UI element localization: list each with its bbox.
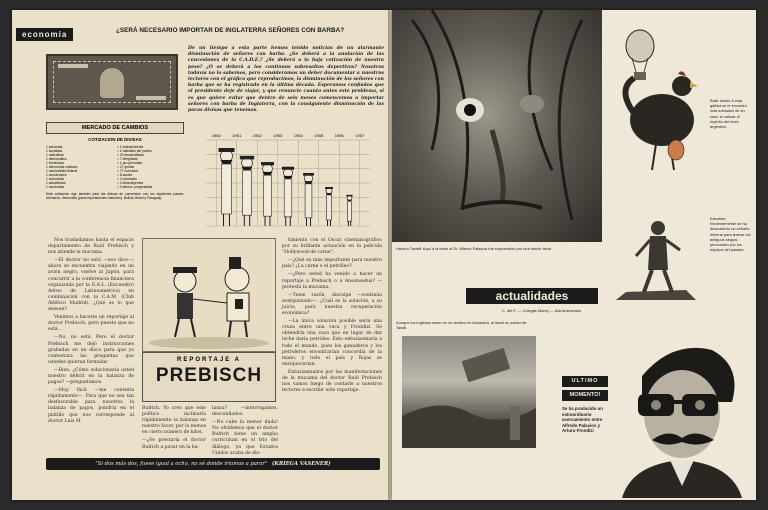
article-paragraph: —No cabe la menor duda! No olvidemos que el doctor Bulrich tiene un amplio currículum en el trío del diálogo, ya que Estados Unidos acaba de dis- xyxy=(212,420,278,456)
bearded-man-figure xyxy=(325,187,333,226)
cambios-footnote: Esta cotización rige también para las divisas de conversión con los siguientes países: Alemania, Venezuela (para importaciones menores), Bolivia, Brasil y Paraguay. xyxy=(46,192,184,201)
chart-year-label: 1955 xyxy=(314,133,324,138)
cambios-row: = 4 colorados xyxy=(117,177,137,181)
landscape-photo-svg xyxy=(402,336,536,448)
reportaje-name: PREBISCH xyxy=(155,365,263,386)
cambios-row: 1 demócrata cristiano xyxy=(46,165,78,169)
chart-year-label: 1953 xyxy=(273,133,283,138)
beard-chart xyxy=(198,130,378,232)
chicken-illustration xyxy=(606,20,706,180)
article-column-1 xyxy=(48,238,134,436)
footer-quote-banner xyxy=(46,458,380,470)
bearded-man-figure xyxy=(219,148,235,226)
face-photo xyxy=(392,10,602,242)
article-paragraph: —No, no está. Pero el doctor Prebisch me dejó instrucciones grabadas en un disco para que yo contestara las preguntas que ustedes quieran formular. xyxy=(48,335,134,365)
cambios-row: 1 frondicista xyxy=(46,161,64,165)
portrait-photo xyxy=(612,336,748,498)
article-paragraph: —La única solución posible sería una cruza entre una vaca y Frondizi. Se obtendría una vaca que en lugar de dar leche daría petróleo. Esto entusiasmaría a todo el mundo, pues los ganaderos y los petroleros encontrarían concordia de la mano, y todo el país y Rojas se enriquecerían. xyxy=(282,319,382,367)
landscape-caption: Aunque los ingleses crean en su destino en Almandra, al lancil no soldar de Tandil. xyxy=(396,320,527,331)
article-paragraph: —Muy fácil —me contesta rápidamente—. Para que no sea tan desfavorable para nosotros la balanza de pagos, pondría en el platillo que nos corresponde al doctor Luis M. xyxy=(48,388,134,424)
article-paragraph: —¿Qué es más importante para nuestro país? ¿La carne o el petróleo? xyxy=(282,258,382,270)
cambios-row: 1 vandorista xyxy=(46,185,64,189)
cambios-row: 1 nacionalista federal xyxy=(46,169,78,173)
article-column-3 xyxy=(142,406,206,452)
ultimo-label: ULTIMO xyxy=(562,376,608,387)
left-page xyxy=(12,10,390,500)
chart-year-label: 1957 xyxy=(355,133,365,138)
landscape-photo xyxy=(402,336,536,448)
article-paragraph: —¿Pero usted ha venido a hacer un reportaje a Prebisch o a Ansonsedus? —protesta la mucama. xyxy=(282,272,382,290)
bearded-man-figure xyxy=(240,156,254,226)
cambios-subtitle: COTIZACION DE DIVISAS xyxy=(88,137,142,142)
headline: ¿SERÁ NECESARIO IMPORTAR DE INGLATERRA SEÑORES CON BARBA? xyxy=(116,27,345,34)
chart-year-label: 1951 xyxy=(232,133,242,138)
actualidades-banner: actualidades xyxy=(466,288,598,304)
intro-paragraph: De un tiempo a esta parte hemos tenido noticias de un alarmante disminución de señores con barba. ¿Se deberá a la anulación de las concesiones de la C.A.D.E.? ¿Se deberá a la baja cotización de nuestra peso? ¿O se deberá a los continuos sobresaltos deportivos? Nosotros todavía no lo sabemos, pero consideramos un deber documentar a nuestros lectores con el gráfico que reproducimos, la disminución de los señores con barba que se ha registrado en la última década. Esperamos confiados que el presidente deje de viajar, y que renuncie cuanto antes este problema, si es que quiere evitar que dentro de seis meses comencemos a importar señores con barba de Inglaterra, con la consiguiente disminución de las pocas divisas que tenemos. xyxy=(188,46,384,114)
cambios-row: = 1 independiente xyxy=(117,145,144,149)
cambios-row: = 1 pro-peronista xyxy=(117,161,143,165)
cambios-col-left xyxy=(46,145,113,189)
cambios-title: MERCADO DE CAMBIOS xyxy=(46,122,184,134)
article-column-2 xyxy=(282,238,382,408)
banknote-image xyxy=(46,54,178,110)
face-photo-caption: Haroun Tazieff: Aquí a la tarde al Dr. Alfredo Palacios fue sorprendido por una fuente llena. xyxy=(396,246,553,251)
credits-line: C. del P. — Colegas Morey — Isla Ansnamalú xyxy=(502,308,582,313)
figure-illustration xyxy=(606,200,706,310)
cambios-row: = 7 integristas xyxy=(117,157,138,161)
cambios-row: 1 democrático xyxy=(46,157,67,161)
cambios-row: 1 sabattinista xyxy=(46,181,66,185)
bearded-man-figure xyxy=(346,195,352,226)
mercado-de-cambios-box xyxy=(46,122,184,220)
portrait-svg xyxy=(612,336,748,498)
cambios-row: 1 peronista xyxy=(46,145,63,149)
cambios-table xyxy=(46,145,184,189)
cambios-row: 1 socialista xyxy=(46,149,63,153)
cambios-col-right xyxy=(117,145,184,189)
chart-year-label: 1952 xyxy=(252,133,262,138)
cambios-row: = 27 gorilas xyxy=(117,165,135,169)
bearded-man-figure xyxy=(303,173,314,226)
beard-chart-svg xyxy=(198,130,378,232)
figure-svg xyxy=(606,200,706,310)
cartoon-illustration xyxy=(142,238,276,352)
article-paragraph: timiento con el Oscar cinematográfico por su brillante actuación en la película "Hollywood de carne". xyxy=(282,238,382,256)
cambios-row: = 3 demóc. progresistas xyxy=(117,185,153,189)
ultimo-text: Se ha producido un extraordinario acercamiento entre Alfredo Palacios y Arturo Frondizi xyxy=(562,406,603,434)
chart-year-label: 1950 xyxy=(211,133,221,138)
article-paragraph: Entusiasmados por las manifestaciones de la mucama del doctor Raúl Prebisch nos vamos luego de contarle a nuestros lectores a escribir este reportaje. xyxy=(282,369,382,394)
right-page xyxy=(392,10,756,500)
cambios-row: 1 comunista xyxy=(46,177,64,181)
figure-caption: Estudios: Recientemente se ha descubierto un extraño mineral para ilustrar los antiguos rasgos personales por los espejos del pasado. xyxy=(710,216,751,253)
article-paragraph: —Tiene razón, disculpe —continúa avergonzado—. ¿Cuál es la solución, a su juicio, para nuestra recuperación económica? xyxy=(282,292,382,317)
reportaje-label: REPORTAJE A xyxy=(176,357,241,363)
chart-year-label: 1954 xyxy=(293,133,303,138)
section-tag: economía xyxy=(16,28,73,41)
footer-author: (KRIEGA VASENER) xyxy=(271,461,331,467)
momento-label: MOMENTO! xyxy=(562,390,608,401)
cambios-row: = 2 radicales del pueblo xyxy=(117,149,152,153)
cambios-row: 1 radicalista xyxy=(46,153,64,157)
footer-quote: "Si dos más dos, fuese igual a ocho, no sé donde iríamos a parar" xyxy=(95,461,268,467)
article-paragraph: —El doctor no está —nos dice—; ahora se encuentra viajando en un avión negro, vuelve al Japón, para concurrir a la conferencia financiera organizada por la E.A.L. (Encuentro Aéreo de Latinoamérica) en combinación con la C.A.M. (Club Atlético Madrid). ¿Qué es lo que desean? xyxy=(48,258,134,313)
reportaje-title-box xyxy=(142,352,276,402)
chicken-caption: Baile inicial: A esta gallina se le encontró más soldados de su raza, el valorar el espíritu del buen argentino. xyxy=(710,98,747,130)
article-paragraph: Venimos a hacerle un reportaje al doctor Prebisch, pero puesto que no está... xyxy=(48,315,134,333)
article-column-4 xyxy=(212,406,278,456)
cambios-row: = 2 intransigentes xyxy=(117,181,144,185)
bearded-man-figure xyxy=(282,167,294,226)
face-photo-svg xyxy=(392,10,602,242)
cambios-row: = 20 desarrollistas xyxy=(117,153,144,157)
article-paragraph: —Bien. ¿Cómo solucionaría usted nuestro déficit en la balanza de pagos? —preguntamos. xyxy=(48,367,134,386)
article-paragraph: Nos trasladamos hasta el espacio departamento de Raúl Prebisch y nos atiende la mucama. xyxy=(48,238,134,256)
article-paragraph: Bulrich. Yo creo que este político inclinaría rápidamente la balanza en nuestro favor, por lo menos en cierto número de kilos. xyxy=(142,406,206,436)
cartoon-svg xyxy=(143,239,275,351)
bearded-man-figure xyxy=(261,162,274,226)
article-paragraph: lanza? —interrogamos, desconfiados. xyxy=(212,406,278,418)
cambios-row: 1 conservador xyxy=(46,173,67,177)
cambios-row: = 8 azules xyxy=(117,173,133,177)
chicken-svg xyxy=(606,20,706,180)
article-paragraph: —¿Se prestaría el doctor Bulrich a posar en la ba- xyxy=(142,438,206,450)
cambios-row: = 77 cornudos xyxy=(117,169,138,173)
chart-year-label: 1956 xyxy=(334,133,344,138)
